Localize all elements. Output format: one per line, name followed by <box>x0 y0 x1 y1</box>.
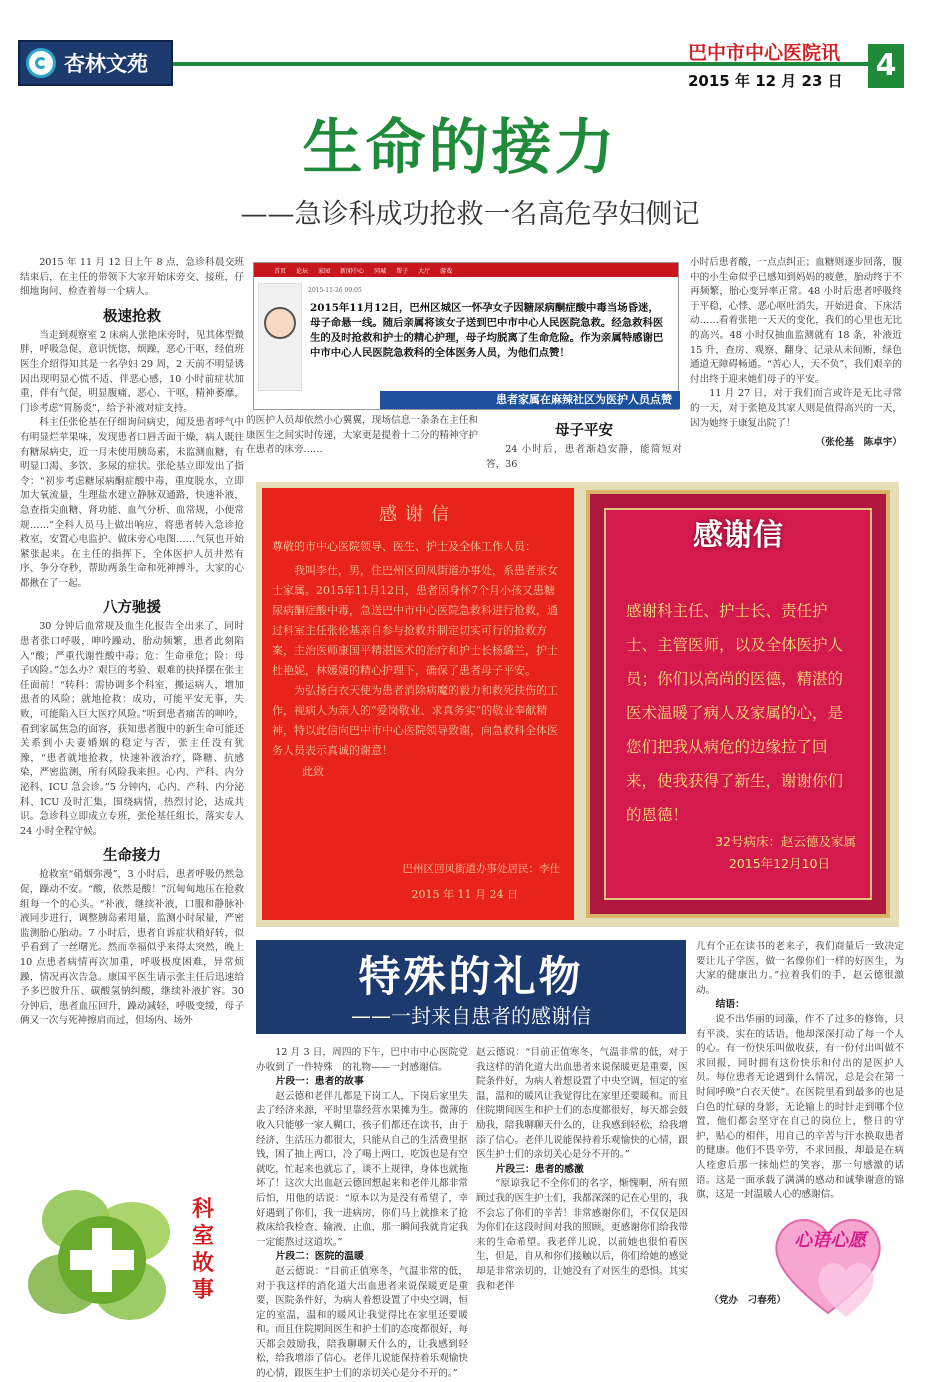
letter1-body: 我叫李仕，男，住巴州区回凤街道办事处，系患者张女士家属。2015年11月12日，患者因身怀7个月小孩又患糖尿病酮症酸中毒，急送巴中市中心医院急救科进行抢救，通过科室主任张伦基亲自参与抢救并制定切实可行的抢救方案，主治医师康国平精湛医术的治疗和护士长杨璐兰，护士杜艳妮，林媛媛的精心护理下，确保了患者母子平安。 <box>272 564 558 677</box>
gift-subtitle: ——一封来自患者的感谢信 <box>351 1004 591 1028</box>
gift-title: 特殊的礼物 <box>358 952 584 1001</box>
article2-column-3 <box>696 940 904 1203</box>
article2-p4: “原谅我记不全你们的名字，惭愧啊，所有照顾过我的医生护士们，我都深深的记在心里的，我不会忘了你们的辛苦！非常感谢你们，不仅仅是因为你们在这段时间对我的照顾，更感谢你们给我带来的生命希望。我老伴儿说，以前她也很怕看医生，但是，自从和你们接触以后，你们给她的感觉却是非常亲切的，让她没有了对医生的恐惧。其实我和老伴 <box>476 1178 688 1292</box>
headline-title: 生命的接力 <box>302 113 618 183</box>
article2-column-2 <box>476 1046 688 1294</box>
letter-card <box>586 490 890 918</box>
heart-icon <box>768 1205 888 1320</box>
article1-p7: 24 小时后，患者渐趋安静，能简短对答，36 <box>486 444 682 470</box>
letter2-title: 感谢信 <box>693 518 783 553</box>
screenshot-caption: 患者家属在麻辣社区为医护人员点赞 <box>380 391 680 409</box>
article2-h1: 片段一：患者的故事 <box>275 1076 364 1088</box>
letter1-signer: 巴州区回凤街道办事处居民：李仕 <box>402 863 560 875</box>
article1-p6: 的医护人员却依然小心翼翼，现场信息一条条在主任和康医生之间实时传递，大家更是提着十二分的精神守护在患者的床旁…… <box>246 415 478 456</box>
article1-column-left <box>20 256 244 1029</box>
letter1-title: 感谢信 <box>379 504 457 525</box>
letter1-body2: 为弘扬白衣天使为患者消除病魔的毅力和救死扶伤的工作，视病人为亲人的“爱岗敬业、求真务实”的敬业奉献精神，特以此信向巴中市中心医院领导致谢，向急救科全体医务人员表示真诚的谢意！ <box>272 684 558 757</box>
letter2-date: 2015年12月10日 <box>728 856 830 871</box>
subheading-fast-rescue: 极速抢救 <box>103 308 161 325</box>
article1-p4: 30 分钟后血常规及血生化报告全出来了，同时患者张口呼吸，呻吟躁动，胎动频繁，患者此刻陷入“酸；严重代谢性酸中毒；危：生命垂危；险：母子凶险。”怎么办？艰巨的考验、艰难的抉择摆在张主任面前！“转科：需协调多个科室，搬运病人，增加患者的风险；就地抢救：成功，可能平安无事，失败，可能陷入巨大医疗风险。”听到患者痛苦的呻吟，看到家属焦急的面容，获知患者腹中的新生命可能还关系到小夫妻婚姻的稳定与否，张主任没有犹豫，“患者就地抢救，快速补液治疗，降糖、抗感染，严密监测，所有风险我来担。心内、产科、内分泌科、ICU 急会诊。”5 分钟内，心内、产科、内分泌科、ICU 及时汇集，围绕病情，热烈讨论，达成共识。急诊科立即成立专班，张伦基任组长，落实专人 24 小时全程守候。 <box>20 621 244 837</box>
article2-h3: 片段三：患者的感激 <box>495 1163 584 1175</box>
section-logo-icon-inner <box>35 57 47 69</box>
letter1-greeting: 尊敬的市中心医院领导、医生、护士及全体工作人员： <box>272 540 536 553</box>
article2-p5: 儿有个正在读书的老来子，我们商量后一致决定要让儿子学医，做一名像你们一样的好医生，为大家的健康出力。”拉着我们的手，赵云德很激动。 <box>696 941 904 996</box>
nav-item: 新闻中心 <box>340 267 365 275</box>
article2-signature: （党办 刁春苑） <box>709 1295 786 1306</box>
article2-p2: 赵云德和老伴儿都是下岗工人，下岗后家里失去了经济来源，平时里靠经营水果摊为生。微薄的收入只能够一家人糊口，孩子们都还在读书，由于经济、生活压力都很大，只能从自己的生活费里抠钱，困了抽上两口，冷了喝上两口，吃饭也是有空就吃，忙起来也就忘了，谈不上规律，身体也就拖坏了！这次大出血赵云德回想起来和老伴儿都非常后怕，用他的话说：“原本以为是没有希望了，幸好遇到了你们，我一进病房，你们马上就推来了抢救床给我检查、输液、止血，那一瞬间我就肯定我一定能熬过这道坎。” <box>256 1090 468 1248</box>
nav-item: 游戏 <box>440 267 453 275</box>
article1-signature: （张伦基 陈卓宇） <box>815 437 902 449</box>
letter1-closing: 此致 <box>302 765 324 778</box>
article2-p3-start: 赵云德说：“目前正值寒冬，气温非常的低，对于我这样的消化道大出血患者来说保暖更是重要，医院条件好，为病人着想设置了中央空调，恒定的室温，温和的暖风让我觉得比在家里还要暖和。而且住院期间医生和护士们的态度都很好，每天都会鼓励我，陪我聊聊天什么的，让我感到轻松，给我增添了信心。老伴儿说能保持着乐观愉快的心情，跟医生护士们的亲切关心是分不开的。” <box>256 1265 468 1380</box>
nav-item: 家园 <box>318 267 331 275</box>
article1-p3: 科主任张伦基在仔细询问病史，闻及患者呼气中有明显烂苹果味，发现患者口唇舌面干燥，病人既往有糖尿病史，近一月未使用胰岛素，未监测血糖，有明显口渴、多饮、多尿的症状。张伦基立即发出了指令：“初步考虑糖尿病酮症酸中毒，重度脱水，立即加大氧流量，生理盐水建立静脉双通路，快速补液，急查指尖血糖、肾功能、血气分析、血常规，小便常规……”全科人员马上做出响应，将患者转入急诊抢救室，安置心电监护、做床旁心电图……气氛也开始紧张起来。在主任的指挥下，全体医护人员井然有序、争分夺秒，帮助两条生命和死神搏斗，大家的心都揪在了一起。 <box>20 417 244 589</box>
clover-cross-icon <box>20 1180 180 1328</box>
article2-p3: 赵云德说：“目前正值寒冬，气温非常的低，对于我这样的消化道大出血患者来说保暖更是重要，医院条件好，为病人着想设置了中央空调，恒定的室温，温和的暖风让我觉得比在家里还要暖和。而且住院期间医生和护士们的态度都很好，每天都会鼓励我，陪我聊聊天什么的，让我感到轻松，给我增添了信心。老伴儿说能保持着乐观愉快的心情，跟医生护士们的亲切关心是分不开的。” <box>476 1047 688 1161</box>
nav-item: 大厅 <box>418 267 431 275</box>
section-title: 杏林文苑 <box>64 52 148 76</box>
article1-column-right <box>690 256 902 448</box>
article2-p1: 12 月 3 日，周四的下午，巴中市中心医院党办收到了一件特殊 的礼物——一封感谢信。 <box>256 1047 468 1073</box>
nav-item: 同城 <box>374 267 387 275</box>
nav-item: 帮子 <box>396 267 409 275</box>
article2-p6: 说不出华丽的词藻，作不了过多的修饰，只有平淡、实在的话语，他却深深打动了每一个人的心。有一份快乐叫做收获，有一份付出叫做不求回报，同时拥有这份快乐和付出的是医护人员。每位患者无论遇到什么情况，总是会在第一时间呼唤“白衣天使”。在医院里看到最多的也是白色的忙碌的身影，无论输上的时针走到哪个位置，他们都会坚守在自己的岗位上，整日的守护，贴心的相伴，用自己的辛苦与汗水换取患者的健康。他们不畏辛劳，不求回报，却最是在病人痊愈后那一抹灿烂的笑容，那一句感激的话语。这是一面承载了满满的感动和诚挚谢意的锦旗，这是一封温暖人心的感谢信。 <box>696 1013 904 1201</box>
post-meta: 2015-11-26 09:05 <box>308 287 362 294</box>
post-quote: 2015年11月12日，巴州区城区一怀孕女子因糖尿病酮症酸中毒当场昏迷，母子命悬一线。随后亲属将该女子送到巴中市中心人民医院急救。经急救科医生的及时抢救和护士的精心护理，母子均脱离了生命危险。作为亲属特感谢巴中市中心人民医院急救科的全体医务人员，为他们点赞！ <box>310 302 664 359</box>
article1-p2: 当走到观察室 2 床病人张艳床旁时，见其体型微胖，呼吸急促，意识恍惚，烦躁，恶心干呕，经值班医生介绍得知其是一名孕妇 29 周，2 天前不明显诱因出现明显心慌不适、伴恶心感，10 小时前症状加重，伴有气促，明显腹痛、恶心、干呕，精神萎靡，门诊考虑“胃肠炎”，给予补液对症支持。 <box>20 329 244 414</box>
article1-middle-b <box>486 414 682 472</box>
subheading-relay: 生命接力 <box>103 848 161 865</box>
article1-middle-a <box>246 414 478 458</box>
article1-p1: 2015 年 11 月 12 日上午 8 点，急诊科晨交班结束后，在主任的带领下大家开始床旁交、接班，仔细地询问、检查着每一个病人。 <box>20 257 244 298</box>
page-number: 4 <box>868 44 904 88</box>
article2-h2: 片段二：医院的温暖 <box>275 1251 364 1263</box>
article1-p8: 小时后患者酸，一点点纠正；血糖则逐步回落，腹中的小生命似乎已感知到妈妈的疲惫，胎动终于不再频繁，胎心变异率正常。48 小时后患者呼吸终于平稳，心悸、恶心呕吐消失，开始进食、下床活动……看着张艳一天天的变化，我们的心里也无比的高兴。48 小时仅抽血监测就有 18 条，补液近 15 升，查房、观察、翻身、记录从未间断，绿色通道无障碍畅通。“苦心人，天不负”，我们艰辛的付出终于迎来她们母子的平安。 <box>690 257 902 385</box>
letter2-body: 感谢科主任、护士长、责任护士、主管医师，以及全体医护人员；你们以高尚的医德，精湛的医术温暖了病人及家属的心，是您们把我从病危的边缘拉了回来，使我获得了新生，谢谢你们的恩德！ <box>626 602 844 824</box>
article2-h4: 结语： <box>715 999 745 1011</box>
subheading-safe: 母子平安 <box>555 423 613 439</box>
letter1-date: 2015 年 11 月 24 日 <box>411 888 518 901</box>
article2-column-1 <box>256 1046 468 1380</box>
headline-subtitle: ——急诊科成功抢救一名高危孕妇侧记 <box>240 199 700 230</box>
nav-item: 首页 <box>274 267 287 275</box>
paper-name: 巴中市中心医院讯 <box>688 42 841 64</box>
subheading-support: 八方驰援 <box>103 600 161 617</box>
avatar <box>264 307 296 339</box>
forum-screenshot <box>253 262 679 410</box>
article1-p5: 抢救室“硝烟弥漫”，3 小时后，患者呼吸仍然急促，躁动不安。“酸，依然是酸！”沉甸甸地压在抢救组每一个的心头。“补液，继续补液，口服和静脉补液同步进行，调整胰岛素用量，监测小时尿量，严密监测胎心胎动。7 小时后，患者自诉症状稍好转，似乎看到了一丝曙光。然而幸福似乎来得太突然，晚上 10 点患者病情再次加重，呼吸极度困难，异常烦躁，情况再次告急。康国平医生请示张主任后迅速给予多巴胺升压、碳酸氢钠纠酸，继续补液扩容。30 分钟后，患者血压回升，躁动减轻，呼吸变缓，母子俩又一次与死神擦肩而过，但场内、场外 <box>20 869 244 1027</box>
nav-item: 论坛 <box>296 267 309 275</box>
letter2-signer: 32号病床：赵云德及家属 <box>715 834 856 849</box>
column-label: 科室故事 <box>192 1197 215 1303</box>
article1-p9: 11 月 27 日，对于我们而言或许是无比寻常的一天，对于张艳及其家人则是值得高兴的一天，因为她终于康复出院了！ <box>690 388 902 429</box>
letter-handwritten <box>262 488 574 920</box>
page-date: 2015 年 12 月 23 日 <box>688 72 843 90</box>
hearts-label: 心语心愿 <box>794 1230 866 1251</box>
forum-nav <box>254 263 678 277</box>
